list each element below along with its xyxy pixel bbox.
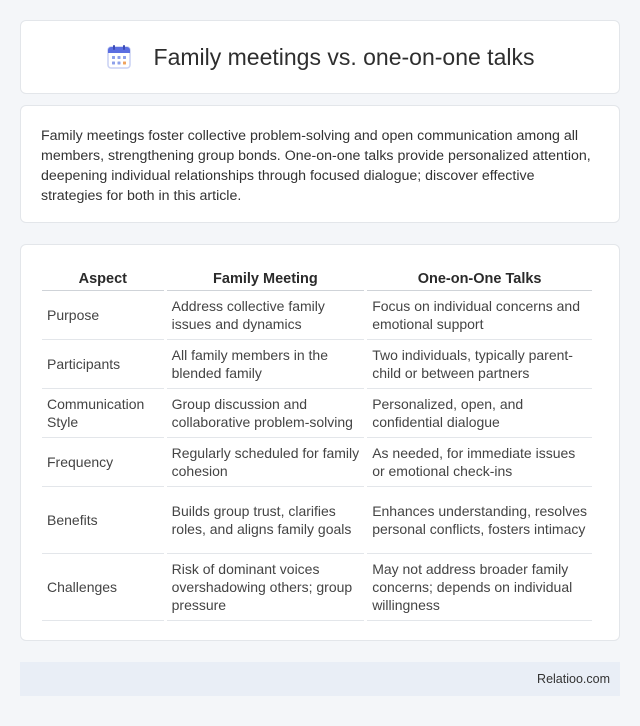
- row-aspect: Benefits: [42, 487, 164, 554]
- row-family-meeting: Address collective family issues and dynamics: [167, 291, 365, 340]
- table-row: [42, 291, 592, 340]
- footer-brand: Relatioo.com: [537, 672, 610, 686]
- row-family-meeting: Group discussion and collaborative problem-solving: [167, 389, 365, 438]
- row-family-meeting: All family members in the blended family: [167, 340, 365, 389]
- calendar-icon: [106, 44, 132, 70]
- row-aspect: Communication Style: [42, 389, 164, 438]
- row-one-on-one: Enhances understanding, resolves personal conflicts, fosters intimacy: [367, 487, 592, 554]
- row-aspect: Purpose: [42, 291, 164, 340]
- row-one-on-one: May not address broader family concerns; depends on individual willingness: [367, 554, 592, 621]
- column-header-one-on-one: One-on-One Talks: [367, 265, 592, 291]
- title-card: [20, 20, 620, 94]
- comparison-table-card: [20, 244, 620, 641]
- intro-text: Family meetings foster collective problem-solving and open communication among all members, strengthening group bonds. One-on-one talks provide personalized attention, deepening individual relationships through focused dialogue; discover effective strategies for both in this article.: [41, 128, 591, 204]
- row-aspect: Participants: [42, 340, 164, 389]
- footer: [20, 662, 620, 696]
- row-aspect: Challenges: [42, 554, 164, 621]
- row-one-on-one: As needed, for immediate issues or emotional check-ins: [367, 438, 592, 487]
- table-row: [42, 487, 592, 554]
- table-row: [42, 554, 592, 621]
- comparison-table: [39, 265, 595, 621]
- row-family-meeting: Regularly scheduled for family cohesion: [167, 438, 365, 487]
- row-aspect: Frequency: [42, 438, 164, 487]
- table-header-row: [42, 265, 592, 291]
- column-header-family-meeting: Family Meeting: [167, 265, 365, 291]
- column-header-aspect: Aspect: [42, 265, 164, 291]
- table-row: [42, 438, 592, 487]
- row-one-on-one: Personalized, open, and confidential dialogue: [367, 389, 592, 438]
- row-family-meeting: Risk of dominant voices overshadowing others; group pressure: [167, 554, 365, 621]
- row-family-meeting: Builds group trust, clarifies roles, and aligns family goals: [167, 487, 365, 554]
- intro-card: [20, 105, 620, 223]
- page-title: Family meetings vs. one-on-one talks: [153, 43, 535, 70]
- table-row: [42, 340, 592, 389]
- table-row: [42, 389, 592, 438]
- row-one-on-one: Focus on individual concerns and emotional support: [367, 291, 592, 340]
- row-one-on-one: Two individuals, typically parent-child or between partners: [367, 340, 592, 389]
